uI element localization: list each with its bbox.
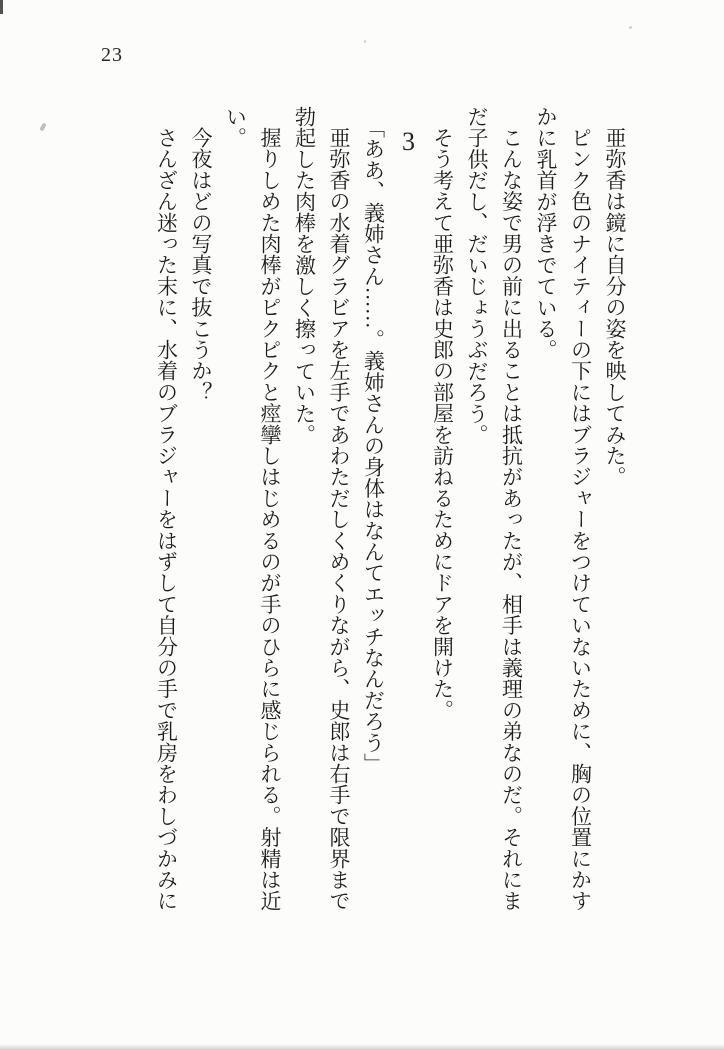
paragraph: ピンク色のナイティーの下にはブラジャーをつけていないために、胸の位置にかすかに乳首が浮きでている。 xyxy=(534,106,593,912)
scan-artifact-speck xyxy=(629,26,632,29)
scan-artifact-speck xyxy=(364,40,366,43)
scan-artifact-speck xyxy=(39,123,46,132)
paragraph: 握りしめた肉棒がピクピクと痙攣しはじめるのが手のひらに感じられる。射精は近い。 xyxy=(223,106,282,912)
paragraph: 今夜はどの写真で抜こうか？ xyxy=(189,127,213,403)
paragraph-dialogue: 「ああ、義姉さん……。義姉さんの身体はなんてエッチなんだろう」 xyxy=(361,117,386,775)
page-number: 23 xyxy=(101,44,123,66)
paragraph: 亜弥香の水着グラビアを左手であわただしくめくりながら、史郎は右手で限界まで勃起した肉棒を激しく擦っていた。 xyxy=(292,106,351,912)
paragraph: こんな姿で男の前に出ることは抵抗があったが、相手は義理の弟なのだ。それにまだ子供だし、だいじょうぶだろう。 xyxy=(465,106,524,912)
scan-artifact-edge-mark xyxy=(0,0,3,14)
section-number xyxy=(391,106,426,918)
paragraph: さんざん迷った末に、水着のブラジャーをはずして自分の手で乳房をわしづかみに xyxy=(154,127,179,912)
section-number-digit: 3 xyxy=(394,127,423,157)
vertical-text-block xyxy=(149,106,632,918)
scan-artifact-bottom-band xyxy=(0,1044,724,1050)
paragraph: そう考えて亜弥香は史郎の部屋を訪ねるためにドアを開けた。 xyxy=(430,127,455,721)
paragraph: 亜弥香は鏡に自分の姿を映してみた。 xyxy=(603,127,627,488)
